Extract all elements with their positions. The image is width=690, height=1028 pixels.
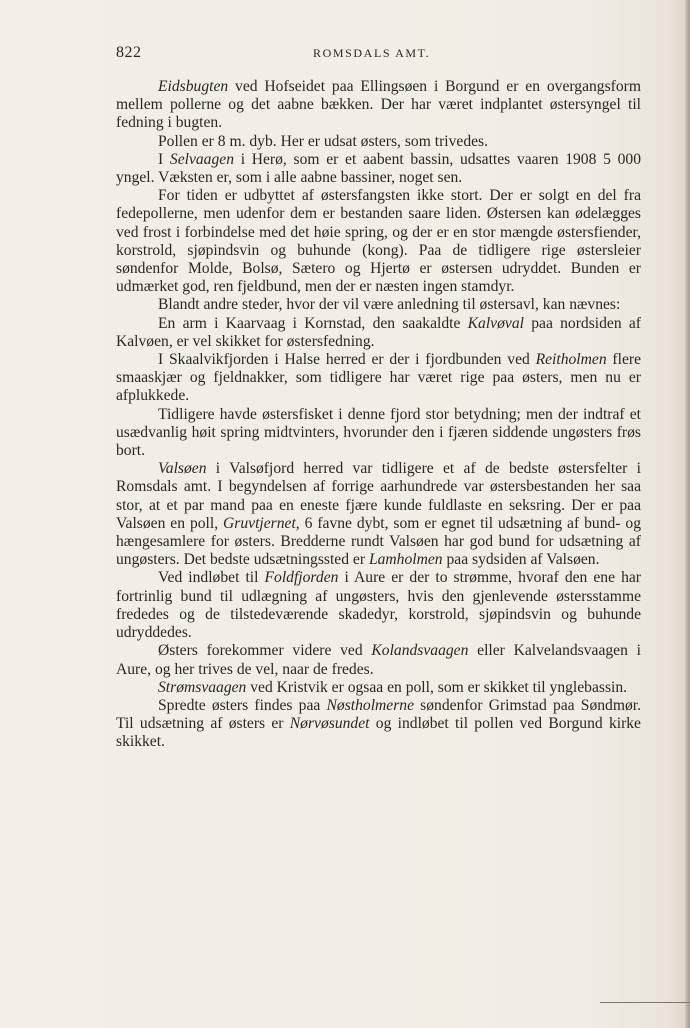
- page-edge-line: [600, 1002, 690, 1003]
- page-number: 822: [116, 44, 142, 61]
- text-run: søndenfor Grimstad paa Søndmør. Til udsætning af østers er: [116, 696, 641, 733]
- place-name: Nørvøsundet: [289, 715, 370, 733]
- text-run: i Herø, som er et aabent bassin, udsattes vaaren 1908 5 000 yngel. Væksten er, som i alle aabne bassiner, noget sen.: [116, 150, 641, 187]
- text-run: En arm i Kaarvaag i Kornstad, den saakaldte: [158, 314, 468, 332]
- text-run: ved Hofseidet paa Ellingsøen i Borgund er en overgangsform mellem pollerne og det aabne bækken. Der har været indplantet østersyngel til fedning i bugten.: [116, 78, 641, 132]
- paragraph: [116, 187, 641, 296]
- place-name: Eidsbugten: [158, 78, 229, 95]
- page-header: [116, 44, 641, 64]
- paragraph: [116, 406, 641, 461]
- place-name: Reitholmen: [535, 351, 607, 369]
- text-run: i Aure er der to strømme, hvoraf den ene har fortrinlig bund til udlægning af ungøsters, hvis den gjenlevende østersstamme frededes og de tilstedeværende skadedyr, korstrold, sjøpindsvin og buhunde udryddedes.: [116, 569, 641, 642]
- paragraph: [116, 679, 641, 697]
- text-run: og indløbet til pollen ved Borgund kirke skikket.: [116, 715, 641, 751]
- paragraph: [116, 351, 641, 406]
- text-run: ved Kristvik er ogsaa en poll, som er skikket til ynglebassin.: [246, 678, 628, 696]
- text-run: paa nordsiden af Kalvøen, er vel skikket for østersfedning.: [116, 314, 642, 350]
- text-run: i Valsøfjord herred var tidligere et af de bedste østersfelter i Romsdals amt. I begyndelsen af forrige aarhundrede var østersbestanden her saa stor, at et par mand paa en eneste fjære kunde fuldlaste en seksring. Der er paa Valsøen en poll,: [116, 460, 641, 532]
- text-run: Tidligere havde østersfisket i denne fjord stor betydning; men der indtraf et usædvanlig høit spring midtvinters, hvorunder den i fjæren siddende ungøsters frøs bort.: [116, 405, 641, 460]
- text-run: paa sydsiden af Valsøen.: [442, 551, 600, 569]
- text-run: Spredte østers findes paa: [158, 696, 327, 714]
- place-name: Kolandsvaagen: [371, 642, 469, 660]
- text-run: Østers forekommer videre ved: [158, 642, 372, 660]
- text-run: For tiden er udbyttet af østersfangsten ikke stort. Der er solgt en del fra fedepollerne, men udenfor dem er bestanden saare liden. Østersen kan ødelægges ved frost i forbindelse med det høie spring, og der er en stor mængde østersfiender, korstrold, sjøpindsvin og buhunde (kong). Paa de tidligere rige østersleier søndenfor Molde, Bolsø, Sætero og Hjertø er østersen udryddet. Bunden er udmærket god, ren fjeldbund, men der er næsten ingen stamdyr.: [116, 187, 641, 296]
- text-run: flere smaaskjær og fjeldnakker, som tidligere har været rige paa østers, men nu er afplukkede.: [116, 351, 641, 405]
- paragraph: [116, 296, 641, 314]
- paragraph: [116, 697, 641, 752]
- text-run: eller Kalvelandsvaagen i Aure, og her trives de vel, naar de fredes.: [116, 642, 641, 678]
- place-name: Valsøen: [158, 460, 207, 478]
- text-run: I Skaalvikfjorden i Halse herred er der i fjordbunden ved: [158, 351, 536, 369]
- body-text: [116, 78, 641, 752]
- place-name: Lamholmen: [368, 551, 443, 569]
- text-run: Ved indløbet til: [158, 569, 265, 587]
- place-name: Nøstholmerne: [326, 696, 414, 714]
- place-name: Strømsvaagen: [158, 678, 247, 696]
- text-run: Pollen er 8 m. dyb. Her er udsat østers, som trivedes.: [158, 132, 489, 150]
- text-run: I: [158, 150, 170, 168]
- paragraph: [116, 133, 641, 151]
- place-name: Foldfjorden: [264, 569, 339, 587]
- place-name: Gruvtjernet,: [223, 514, 300, 532]
- place-name: Selvaagen: [169, 150, 234, 168]
- paragraph: [116, 569, 641, 642]
- text-run: 6 favne dybt, som er egnet til udsætning af bund- og hængesamlere for østers. Bredderne rundt Valsøen har god bund for udsætning af ungøsters. Det bedste udsætningssted er: [116, 514, 641, 569]
- text-run: Blandt andre steder, hvor der vil være anledning til østersavl, kan nævnes:: [158, 296, 621, 314]
- page-edge: [685, 0, 690, 1028]
- paragraph: [116, 460, 641, 569]
- paragraph: [116, 315, 641, 351]
- paragraph: [116, 151, 641, 187]
- place-name: Kalvøval: [467, 314, 524, 332]
- paragraph: [116, 642, 641, 678]
- running-head: ROMSDALS AMT.: [313, 46, 431, 60]
- paragraph: [116, 78, 641, 133]
